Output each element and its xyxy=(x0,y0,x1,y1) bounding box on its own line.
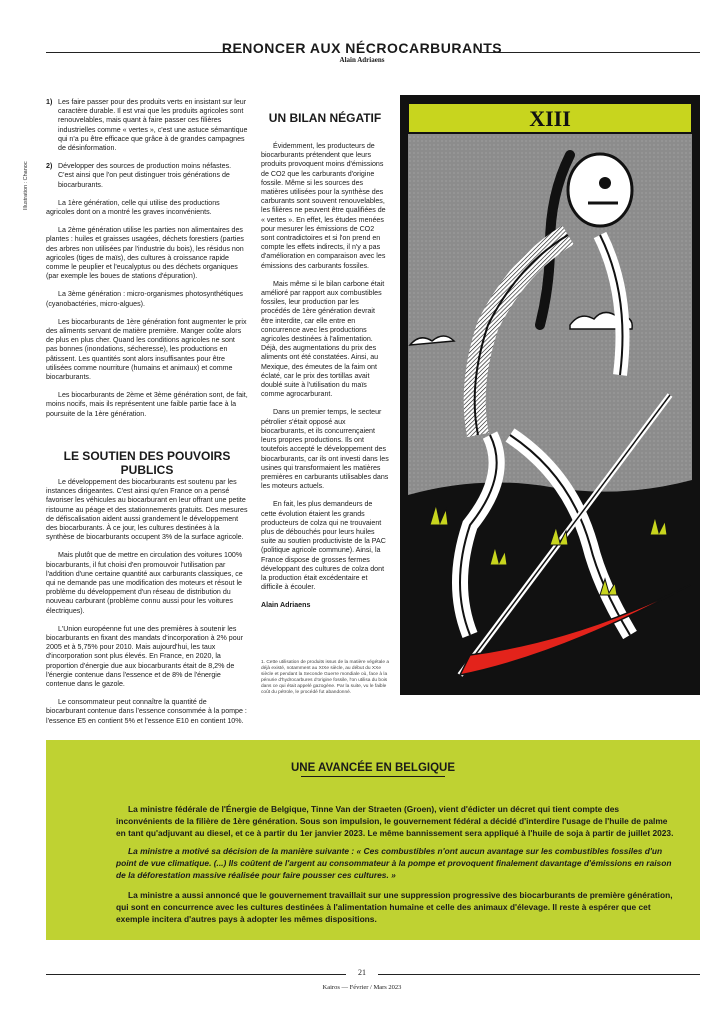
column-middle xyxy=(261,142,389,620)
card-ground xyxy=(408,480,692,687)
paragraph: La 1ère génération, celle qui utilise des productions agricoles dont on a montré les graves inconvénients. xyxy=(46,198,220,217)
box-paragraph: La ministre fédérale de l'Énergie de Belgique, Tinne Van der Straeten (Groen), vient d'édicter un décret qui tient compte des inconvénients de la filière de 1ère génération. Sous son impulsion, le gouvernement fédéral a décidé d'interdire l'usage de l'huile de palme en tant qu'adjuvant au diesel, et ce à partir du 1er janvier 2023. Le même bannissement sera appliqué à l'huile de soja à partir de juillet 2023. xyxy=(116,804,674,838)
box-title: UNE AVANCÉE EN BELGIQUE xyxy=(291,762,455,774)
paragraph: Le consommateur peut connaître la quantité de biocarburant contenue dans l'essence consommée à la pompe : l'essence E5 en contient 5% et l'essence E10 en contient 10%. xyxy=(46,698,247,725)
article-title: RENONCER AUX NÉCROCARBURANTS xyxy=(221,40,503,56)
box-title-rule xyxy=(301,776,445,777)
paragraph: Évidemment, les producteurs de biocarburants prétendent que leurs produits provoquent moins d'émissions de CO2 que les carburants d'origine fossile. Même si les sources des matières utilisées pour la synthèse des carburants sont souvent renouvelables, les filières ne peuvent être qualifiées de « vertes ». En effet, les études menées pour mesurer les émissions de CO2 sont contradictoires et si l'on prend en compte les effets indirects, il n'y a pas d'amélioration en comparaison avec les émissions des carburants fossiles. xyxy=(261,142,386,270)
illustration-death-card xyxy=(400,95,700,695)
list-number: 1) xyxy=(46,98,53,106)
list-item xyxy=(46,98,248,153)
publication-info: Kairos — Février / Mars 2023 xyxy=(322,984,402,991)
list-item xyxy=(46,162,248,190)
page-number: 21 xyxy=(358,968,366,977)
list-text: Développer des sources de production moins néfastes. C'est ainsi que l'on peut distinguer trois générations de biocarburants. xyxy=(58,162,232,189)
box-paragraph: La ministre a aussi annoncé que le gouvernement travaillait sur une suppression progressive des biocarburants de première génération, qui sont en concurrence avec les cultures destinées à l'alimentation humaine et celle des animaux d'élevage. Il reste à espérer que cet exemple incitera d'autres pays à adopter les mêmes dispositions. xyxy=(116,890,673,924)
section-heading-soutien: LE SOUTIEN DES POUVOIRS PUBLICS xyxy=(63,449,231,477)
box-paragraph-quote: La ministre a motivé sa décision de la manière suivante : « Ces combustibles n'ont aucun avantage sur les combustibles fossiles d'un point de vue climatique. (...) Ils coûtent de l'argent au consommateur à la pompe et provoquent finalement davantage d'émissions en raison de la déforestation massive réalisée pour faire pousser ces cultures. » xyxy=(116,846,672,880)
footnote: 1. Cette utilisation de produits issus de la matière végétale a déjà existé, notamment au XIXe siècle, au début du XXe siècle et pendant la Seconde Guerre mondiale où, face à la pénurie d'hydrocarbures d'origine fossile, l'on utilisa du bois dans ce qui était appelé gazogène. Par la suite, vu le faible coût du pétrole, le procédé fut abandonné. xyxy=(261,660,389,695)
paragraph: Dans un premier temps, le secteur pétrolier s'était opposé aux biocarburants, et ils concurrençaient leurs propres productions. Ils ont toutefois accepté le développement des biocarburants, car ils ont investi dans les usines qui transformaient les matières premières en carburants utilisables dans les moteurs actuels. xyxy=(261,408,389,491)
paragraph: Mais plutôt que de mettre en circulation des voitures 100% biocarburants, il fut choisi d'en promouvoir l'utilisation par l'addition d'une certaine quantité aux carburants classiques, ce qui ne demande pas une modification des moteurs et résout le problème du développement d'un réseau de distribution du nouveau carburant (problème connu aussi pour les voitures électriques). xyxy=(46,551,243,615)
section-heading-bilan: UN BILAN NÉGATIF xyxy=(268,111,382,125)
list-number: 2) xyxy=(46,162,53,171)
paragraph: La 3ème génération : micro-organismes photosynthétiques (cyanobactéries, micro-algues). xyxy=(46,290,243,308)
paragraph: Les biocarburants de 2ème et 3ème génération sont, de fait, moins nocifs, mais ils représentent une faible partie face à la poursuite de la 1ère génération. xyxy=(46,391,248,418)
paragraph: Le développement des biocarburants est soutenu par les instances dirigeantes. C'est ainsi qu'en France on a pensé favoriser les véhicules au biocarburant en leur offrant une petite ristourne au péage et des stationnements gratuits. Des mesures de défiscalisation aident aussi grandement le développement des biocarburants. À ce jour, les cultures destinées à la synthèse de biocarburants occupent 3% de la surface agricole. xyxy=(46,478,248,542)
paragraph: Les biocarburants de 1ère génération font augmenter le prix des aliments servant de matière première. Manger coûte alors de plus en plus cher. Quand les conditions agricoles ne sont pas bonnes (inondations, sécheresse), les productions en pâtissent. Les quantités sont alors insuffisantes pour être utilisées comme nourriture (humains et animaux) et comme biocarburants. xyxy=(46,317,247,382)
sidebar-box-belgique xyxy=(46,740,700,940)
list-text: Les faire passer pour des produits verts en insistant sur leur caractère durable. Il est vrai que les produits agricoles sont renouvelables, mais quant à faire passer ces filières industrielles comme « vertes », c'est une astuce sémantique qui n'a pu être efficace que grâce à de grandes campagnes de désinformation. xyxy=(58,98,248,153)
paragraph: La 2ème génération utilise les parties non alimentaires des plantes : huiles et graisses usagées, déchets forestiers (parties des arbres non utilisées par l'industrie du bois), les résidus non agricoles (tiges de maïs), des cultures à croissance rapide comme le peuplier et l'eucalyptus ou des déchets organiques (par exemple les boues de stations d'épuration). xyxy=(46,226,244,281)
article-byline: Alain Adriaens xyxy=(339,56,385,64)
skull xyxy=(568,154,632,226)
paragraph: En fait, les plus demandeurs de cette évolution étaient les grands producteurs de colza qui ne trouvaient plus de débouchés pour leurs huiles suite au soutien productiviste de la PAC (politique agricole commune). Ainsi, la France dispose de grosses fermes développant des cultures de colza dont la production était excédentaire et difficile à écouler. xyxy=(261,500,386,592)
paragraph: Mais même si le bilan carbone était amélioré par rapport aux combustibles fossiles, leur production par les procédés de 1ère génération devrait être interdite, car elle entre en concurrence avec les productions agricoles destinées à l'alimentation. Déjà, des augmentations du prix des aliments ont été constatées. Ainsi, au Mexique, des émeutes de la faim ont éclaté, car le prix des tortillas avait doublé suite à l'utilisation du maïs comme agrocarburant. xyxy=(261,279,385,399)
card-number: XIII xyxy=(529,106,571,131)
column-left-lower xyxy=(46,478,248,735)
signature: Alain Adriaens xyxy=(261,601,311,610)
illustration-credit: Illustration : Chanoc xyxy=(23,161,29,210)
paragraph: L'Union européenne fut une des premières à soutenir les biocarburants en fixant des mandats d'incorporation à 2% pour 2005 et à 5,75% pour 2010. Mais aujourd'hui, les taux d'incorporation sont plus élevés. En France, en 2020, la proportion d'énergie due aux biocarburants était de 8,2% de l'énergie contenue dans l'essence et de 8% de l'énergie contenue dans le gazole. xyxy=(46,624,243,689)
column-left xyxy=(46,98,248,428)
